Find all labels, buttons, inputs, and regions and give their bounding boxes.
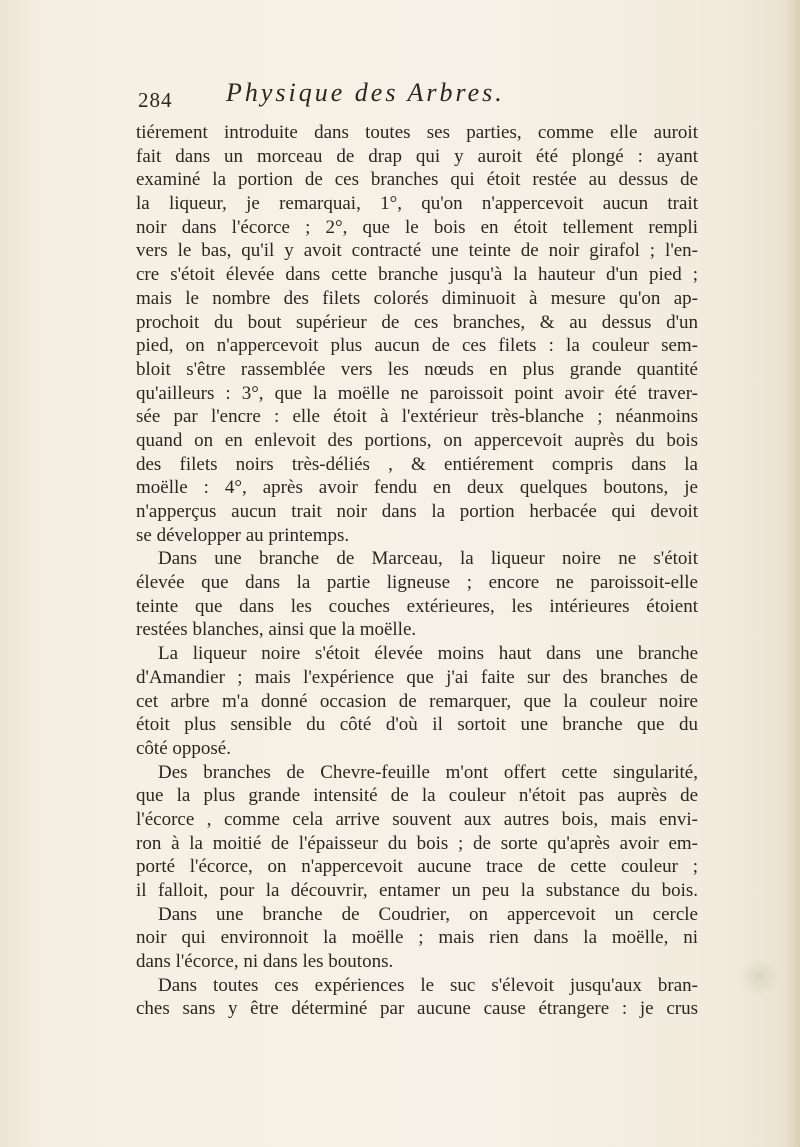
text-line: ron à la moitié de l'épaisseur du bois ; de sorte qu'après avoir em- xyxy=(136,832,698,854)
text-line: étoit plus sensible du côté d'où il sortoit une branche que du xyxy=(136,714,698,736)
text-line: bloit s'être rassemblée vers les nœuds en plus grande quantité xyxy=(136,358,698,380)
text-line: cre s'étoit élevée dans cette branche jusqu'à la hauteur d'un pied ; xyxy=(136,264,698,286)
paper-stain xyxy=(736,960,782,994)
page-edge-shadow xyxy=(786,0,800,1147)
text-line: la liqueur, je remarquai, 1°, qu'on n'appercevoit aucun trait xyxy=(136,193,698,215)
text-line: examiné la portion de ces branches qui étoit restée au dessus de xyxy=(136,169,698,191)
text-line: il falloit, pour la découvrir, entamer un peu la substance du bois. xyxy=(136,880,698,901)
text-line: vers le bas, qu'il y avoit contracté une teinte de noir girafol ; l'en- xyxy=(136,240,698,262)
body-text xyxy=(136,121,698,1021)
running-title: Physique des Arbres. xyxy=(226,78,505,107)
text-line: teinte que dans les couches extérieures, les intérieures étoient xyxy=(136,595,698,617)
text-line: La liqueur noire s'étoit élevée moins haut dans une branche xyxy=(158,643,698,665)
page-header xyxy=(138,78,698,118)
text-line: porté l'écorce, on n'appercevoit aucune trace de cette couleur ; xyxy=(136,856,698,878)
text-line: côté opposé. xyxy=(136,737,231,759)
text-line: n'apperçus aucun trait noir dans la portion herbacée qui devoit xyxy=(136,501,698,522)
text-line: d'Amandier ; mais l'expérience que j'ai faite sur des branches de xyxy=(136,666,698,688)
text-line: élevée que dans la partie ligneuse ; encore ne paroissoit-elle xyxy=(136,572,698,594)
text-line: noir dans l'écorce ; 2°, que le bois en étoit tellement rempli xyxy=(136,216,698,238)
text-line: mais le nombre des filets colorés diminuoit à mesure qu'on ap- xyxy=(136,287,698,309)
text-line: sée par l'encre : elle étoit à l'extérieur très-blanche ; néanmoins xyxy=(136,406,698,428)
text-line: se développer au printemps. xyxy=(136,524,350,546)
text-line: que la plus grande intensité de la couleur n'étoit pas auprès de xyxy=(136,785,698,807)
text-line: l'écorce , comme cela arrive souvent aux autres bois, mais envi- xyxy=(136,808,698,830)
text-line: Dans une branche de Coudrier, on appercevoit un cercle xyxy=(158,903,698,925)
text-line: moëlle : 4°, après avoir fendu en deux quelques boutons, je xyxy=(136,477,698,499)
text-line: Dans toutes ces expériences le suc s'élevoit jusqu'aux bran- xyxy=(158,974,698,996)
text-line: Dans une branche de Marceau, la liqueur noire ne s'étoit xyxy=(158,548,698,570)
text-line: pied, on n'appercevoit plus aucun de ces filets : la couleur sem- xyxy=(136,335,698,357)
text-line: tiérement introduite dans toutes ses parties, comme elle auroit xyxy=(136,122,698,143)
text-line: prochoit du bout supérieur de ces branches, & au dessus d'un xyxy=(136,311,698,333)
text-line: cet arbre m'a donné occasion de remarquer, que la couleur noire xyxy=(136,690,698,712)
text-line: des filets noirs très-déliés , & entiérement compris dans la xyxy=(136,453,698,475)
page-number: 284 xyxy=(138,88,173,112)
text-line: qu'ailleurs : 3°, que la moëlle ne paroissoit point avoir été traver- xyxy=(136,382,698,404)
text-line: Des branches de Chevre-feuille m'ont offert cette singularité, xyxy=(158,761,698,783)
text-line: restées blanches, ainsi que la moëlle. xyxy=(136,619,417,641)
text-line: noir qui environnoit la moëlle ; mais rien dans la moëlle, ni xyxy=(136,927,698,949)
text-line: ches sans y être déterminé par aucune cause étrangere : je crus xyxy=(136,998,698,1020)
text-line: dans l'écorce, ni dans les boutons. xyxy=(136,951,394,973)
text-line: fait dans un morceau de drap qui y auroit été plongé : ayant xyxy=(136,145,698,167)
text-line: quand on en enlevoit des portions, on appercevoit auprès du bois xyxy=(136,429,698,451)
